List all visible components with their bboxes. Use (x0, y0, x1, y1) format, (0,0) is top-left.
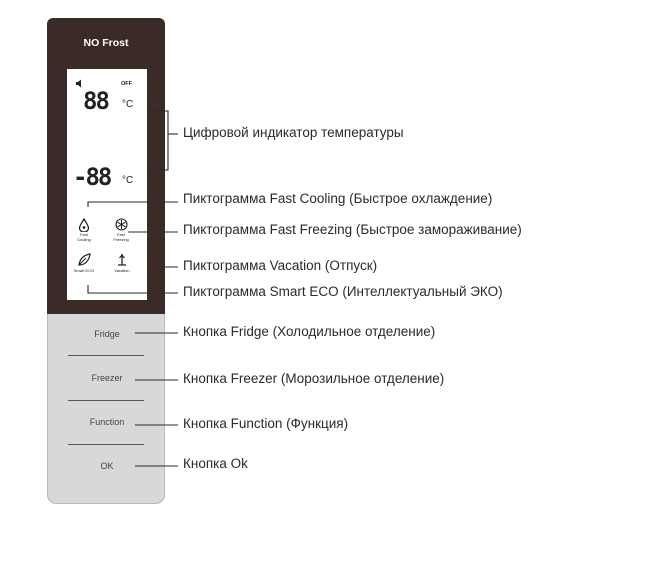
smart-eco-label: Smart ECO (73, 268, 95, 273)
smart-eco-leader (88, 285, 178, 293)
fast-cooling-label-line2: Cooling (77, 236, 91, 242)
fast-freezing-label-line1: Fast (117, 232, 125, 237)
callout-smart-eco: Пиктограмма Smart ECO (Интеллектуальный ЭКО) (183, 284, 503, 299)
callout-temperature-display: Цифровой индикатор температуры (183, 125, 404, 140)
fast-freezing-label-line2: Freezing (113, 236, 129, 242)
freezer-button[interactable]: Freezer (91, 373, 123, 383)
callout-freezer-button: Кнопка Freezer (Морозильное отделение) (183, 371, 445, 386)
freezer-degree-unit: °C (122, 175, 134, 186)
fast-cooling-label-line1: Fast (80, 232, 88, 237)
vacation-leader (155, 267, 178, 269)
callout-fast-freezing: Пиктограмма Fast Freezing (Быстрое замораживание) (183, 222, 522, 237)
fast-cooling-leader (88, 202, 178, 207)
fridge-button[interactable]: Fridge (94, 329, 120, 339)
callout-function-button: Кнопка Function (Функция) (183, 416, 349, 431)
freezer-temperature-digits: -88 (73, 163, 111, 191)
off-indicator: OFF (121, 81, 132, 87)
callout-fast-cooling: Пиктограмма Fast Cooling (Быстрое охлаждение) (183, 191, 493, 206)
temperature-bracket-line (150, 111, 168, 170)
brand-logo: NO Frost (83, 37, 129, 49)
fridge-degree-unit: °C (122, 99, 134, 110)
callout-vacation: Пиктограмма Vacation (Отпуск) (183, 258, 378, 273)
fridge-temperature-digits: 88 (83, 87, 108, 115)
function-button[interactable]: Function (89, 417, 125, 427)
vacation-label: Vacation (114, 268, 130, 273)
callout-ok-button: Кнопка Ok (183, 456, 248, 471)
ok-button[interactable]: OK (100, 461, 114, 471)
callout-fridge-button: Кнопка Fridge (Холодильное отделение) (183, 324, 436, 339)
